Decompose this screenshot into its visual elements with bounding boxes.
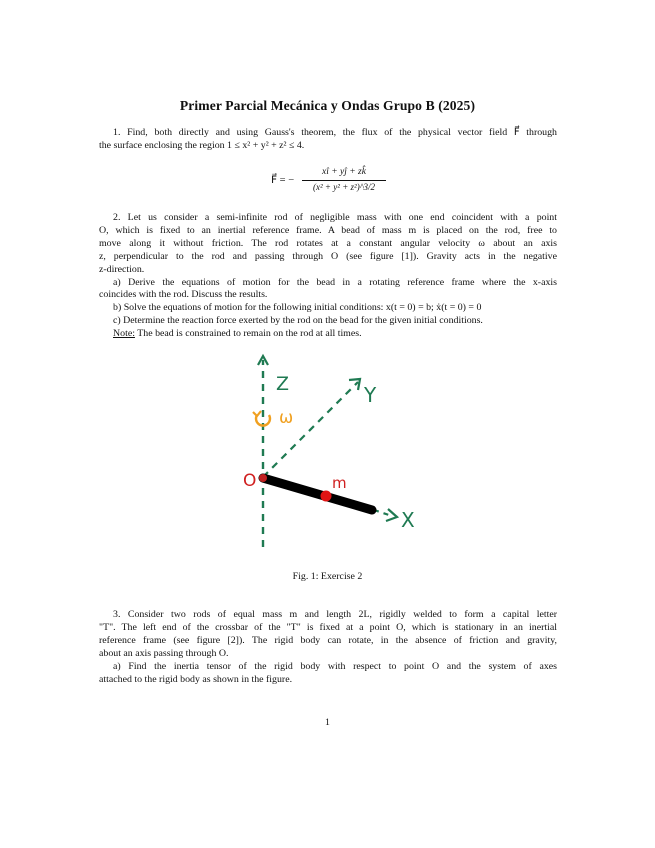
figure-1-caption: Fig. 1: Exercise 2 [292,571,363,582]
figure-1-diagram [236,352,426,552]
origin-label: O [243,471,257,491]
z-axis-label: Z [276,373,290,395]
equation-numerator: xî + yĵ + zk̂ [322,167,366,177]
y-axis-label: Y [364,383,377,407]
equation-denominator: (x² + y² + z²)^3/2 [312,182,376,192]
problem-2-line-3: move along it without friction. The rod rotates at a constant angular velocity ω about an axis [99,237,557,249]
problem-2-line-2: O, which is fixed to an inertial reference frame. A bead of mass m is placed on the rod, free to [99,224,557,236]
rod [263,478,372,510]
note-text: The bead is constrained to remain on the rod at all times. [134,328,362,340]
flux-equation [0,167,655,195]
problem-2 [99,212,557,341]
problem-2-part-a: a) Derive the equations of motion for the bead in a rotating reference frame where the x-axis [113,276,557,288]
omega-label: ω [279,408,294,428]
equation-lhs: F⃗ = − [271,175,295,186]
problem-2-line-5: z-direction. [99,263,145,275]
problem-3-line-1: 3. Consider two rods of equal mass m and length 2L, rigidly welded to form a capital letter [113,609,557,620]
problem-3-line-4: about an axis passing through O. [99,647,229,659]
y-axis [263,382,358,477]
fraction-bar [302,180,386,181]
problem-2-part-c: c) Determine the reaction force exerted by the rod on the bead for the given initial conditions. [113,315,483,327]
problem-3-line-2: "T". The left end of the crossbar of the "T" is fixed at a point O, which is stationary in an inertial [99,621,557,633]
problem-2-part-a-cont: coincides with the rod. Discuss the results. [99,289,268,301]
problem-3 [99,609,557,686]
note-label: Note: [113,328,135,340]
mass-label: m [332,474,347,492]
rotation-arrowhead [253,411,261,416]
problem-3-part-a: a) Find the inertia tensor of the rigid body with respect to point O and the system of axes [113,660,557,672]
problem-2-part-b: b) Solve the equations of motion for the following initial conditions: x(t = 0) = b; ẋ(t = 0) = 0 [113,302,482,314]
page-number: 1 [325,717,330,728]
bead [321,491,332,502]
problem-2-line-1: 2. Let us consider a semi-infinite rod of negligible mass with one end coincident with a point [113,212,557,223]
problem-3-line-3: reference frame (see figure [2]). The rigid body can rotate, in the absence of friction and gravity, [99,634,557,646]
problem-2-line-4: z, perpendicular to the rod and passing through O (see figure [1]). Gravity acts in the negative [99,250,557,262]
origin-point [259,474,267,482]
x-axis-label: X [401,508,415,532]
problem-3-part-a-cont: attached to the rigid body as shown in the figure. [99,673,293,685]
page-title: Primer Parcial Mecánica y Ondas Grupo B (2025) [179,98,476,113]
problem-1-line-1: 1. Find, both directly and using Gauss's theorem, the flux of the physical vector field F⃗ through [113,127,557,138]
problem-2-note [99,328,557,341]
problem-1-line-2: the surface enclosing the region 1 ≤ x² + y² + z² ≤ 4. [99,139,305,151]
problem-1 [99,127,557,153]
